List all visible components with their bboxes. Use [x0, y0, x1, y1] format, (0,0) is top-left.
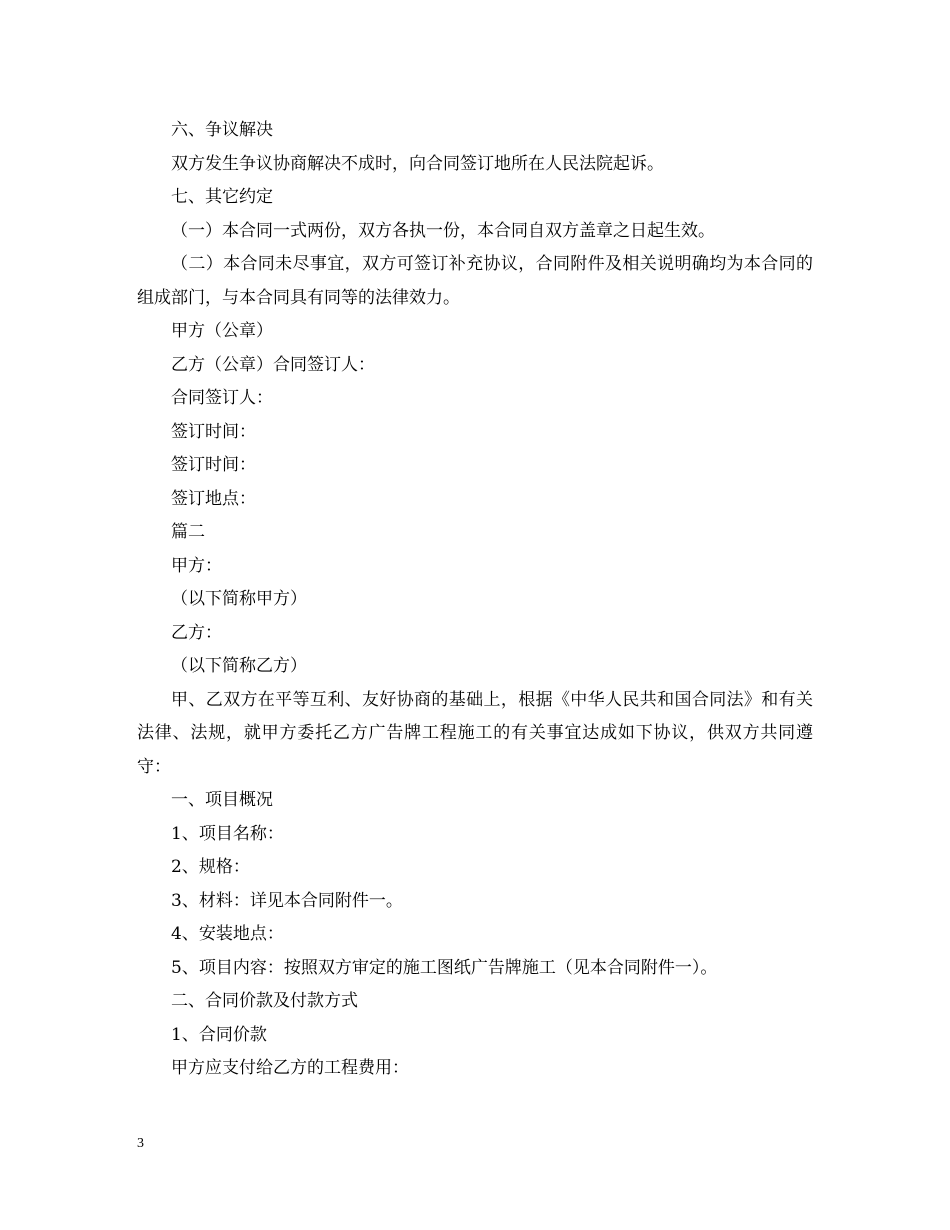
- party-a-label: 甲方：: [171, 555, 222, 576]
- paragraph-preamble: 甲、乙双方在平等互利、友好协商的基础上，根据《中华人民共和国合同法》和有关法律、法规，就甲方委托乙方广告牌工程施工的有关事宜达成如下协议，供双方共同遵守：: [137, 689, 813, 777]
- item-contract-price: 1、合同价款: [171, 1024, 267, 1045]
- signature-party-b: 乙方（公章）合同签订人：: [171, 354, 375, 375]
- paragraph-dispute-text: 双方发生争议协商解决不成时，向合同签订地所在人民法院起诉。: [171, 153, 664, 174]
- signature-party-a: 甲方（公章）: [171, 321, 273, 341]
- section-heading-other: 七、其它约定: [171, 187, 273, 207]
- section-heading-project-overview: 一、项目概况: [171, 790, 273, 810]
- section-heading-dispute: 六、争议解决: [171, 120, 273, 140]
- page-number: 3: [137, 1136, 144, 1151]
- signature-date-1: 签订时间：: [171, 421, 256, 442]
- party-b-label: 乙方：: [171, 622, 222, 643]
- item-material: 3、材料：详见本合同附件一。: [171, 890, 403, 911]
- item-install-location: 4、安装地点：: [171, 924, 284, 944]
- signature-signer: 合同签订人：: [171, 388, 273, 408]
- section-heading-price-payment: 二、合同价款及付款方式: [171, 991, 358, 1011]
- paragraph-clause-2: （二）本合同未尽事宜，双方可签订补充协议，合同附件及相关说明确均为本合同的组成部门，与本合同具有同等的法律效力。: [137, 254, 813, 308]
- paragraph-clause-1: （一）本合同一式两份，双方各执一份，本合同自双方盖章之日起生效。: [171, 220, 715, 241]
- signature-place: 签订地点：: [171, 488, 256, 509]
- document-body: [137, 114, 813, 1086]
- section-heading-part-two: 篇二: [171, 522, 205, 542]
- item-project-name: 1、项目名称：: [171, 823, 284, 844]
- party-a-abbrev: （以下简称甲方）: [171, 589, 307, 609]
- party-b-abbrev: （以下简称乙方）: [171, 656, 307, 676]
- item-spec: 2、规格：: [171, 857, 250, 877]
- signature-date-2: 签订时间：: [171, 455, 256, 475]
- item-project-content: 5、项目内容：按照双方审定的施工图纸广告牌施工（见本合同附件一）。: [171, 957, 718, 978]
- paragraph-fee: 甲方应支付给乙方的工程费用：: [171, 1058, 409, 1078]
